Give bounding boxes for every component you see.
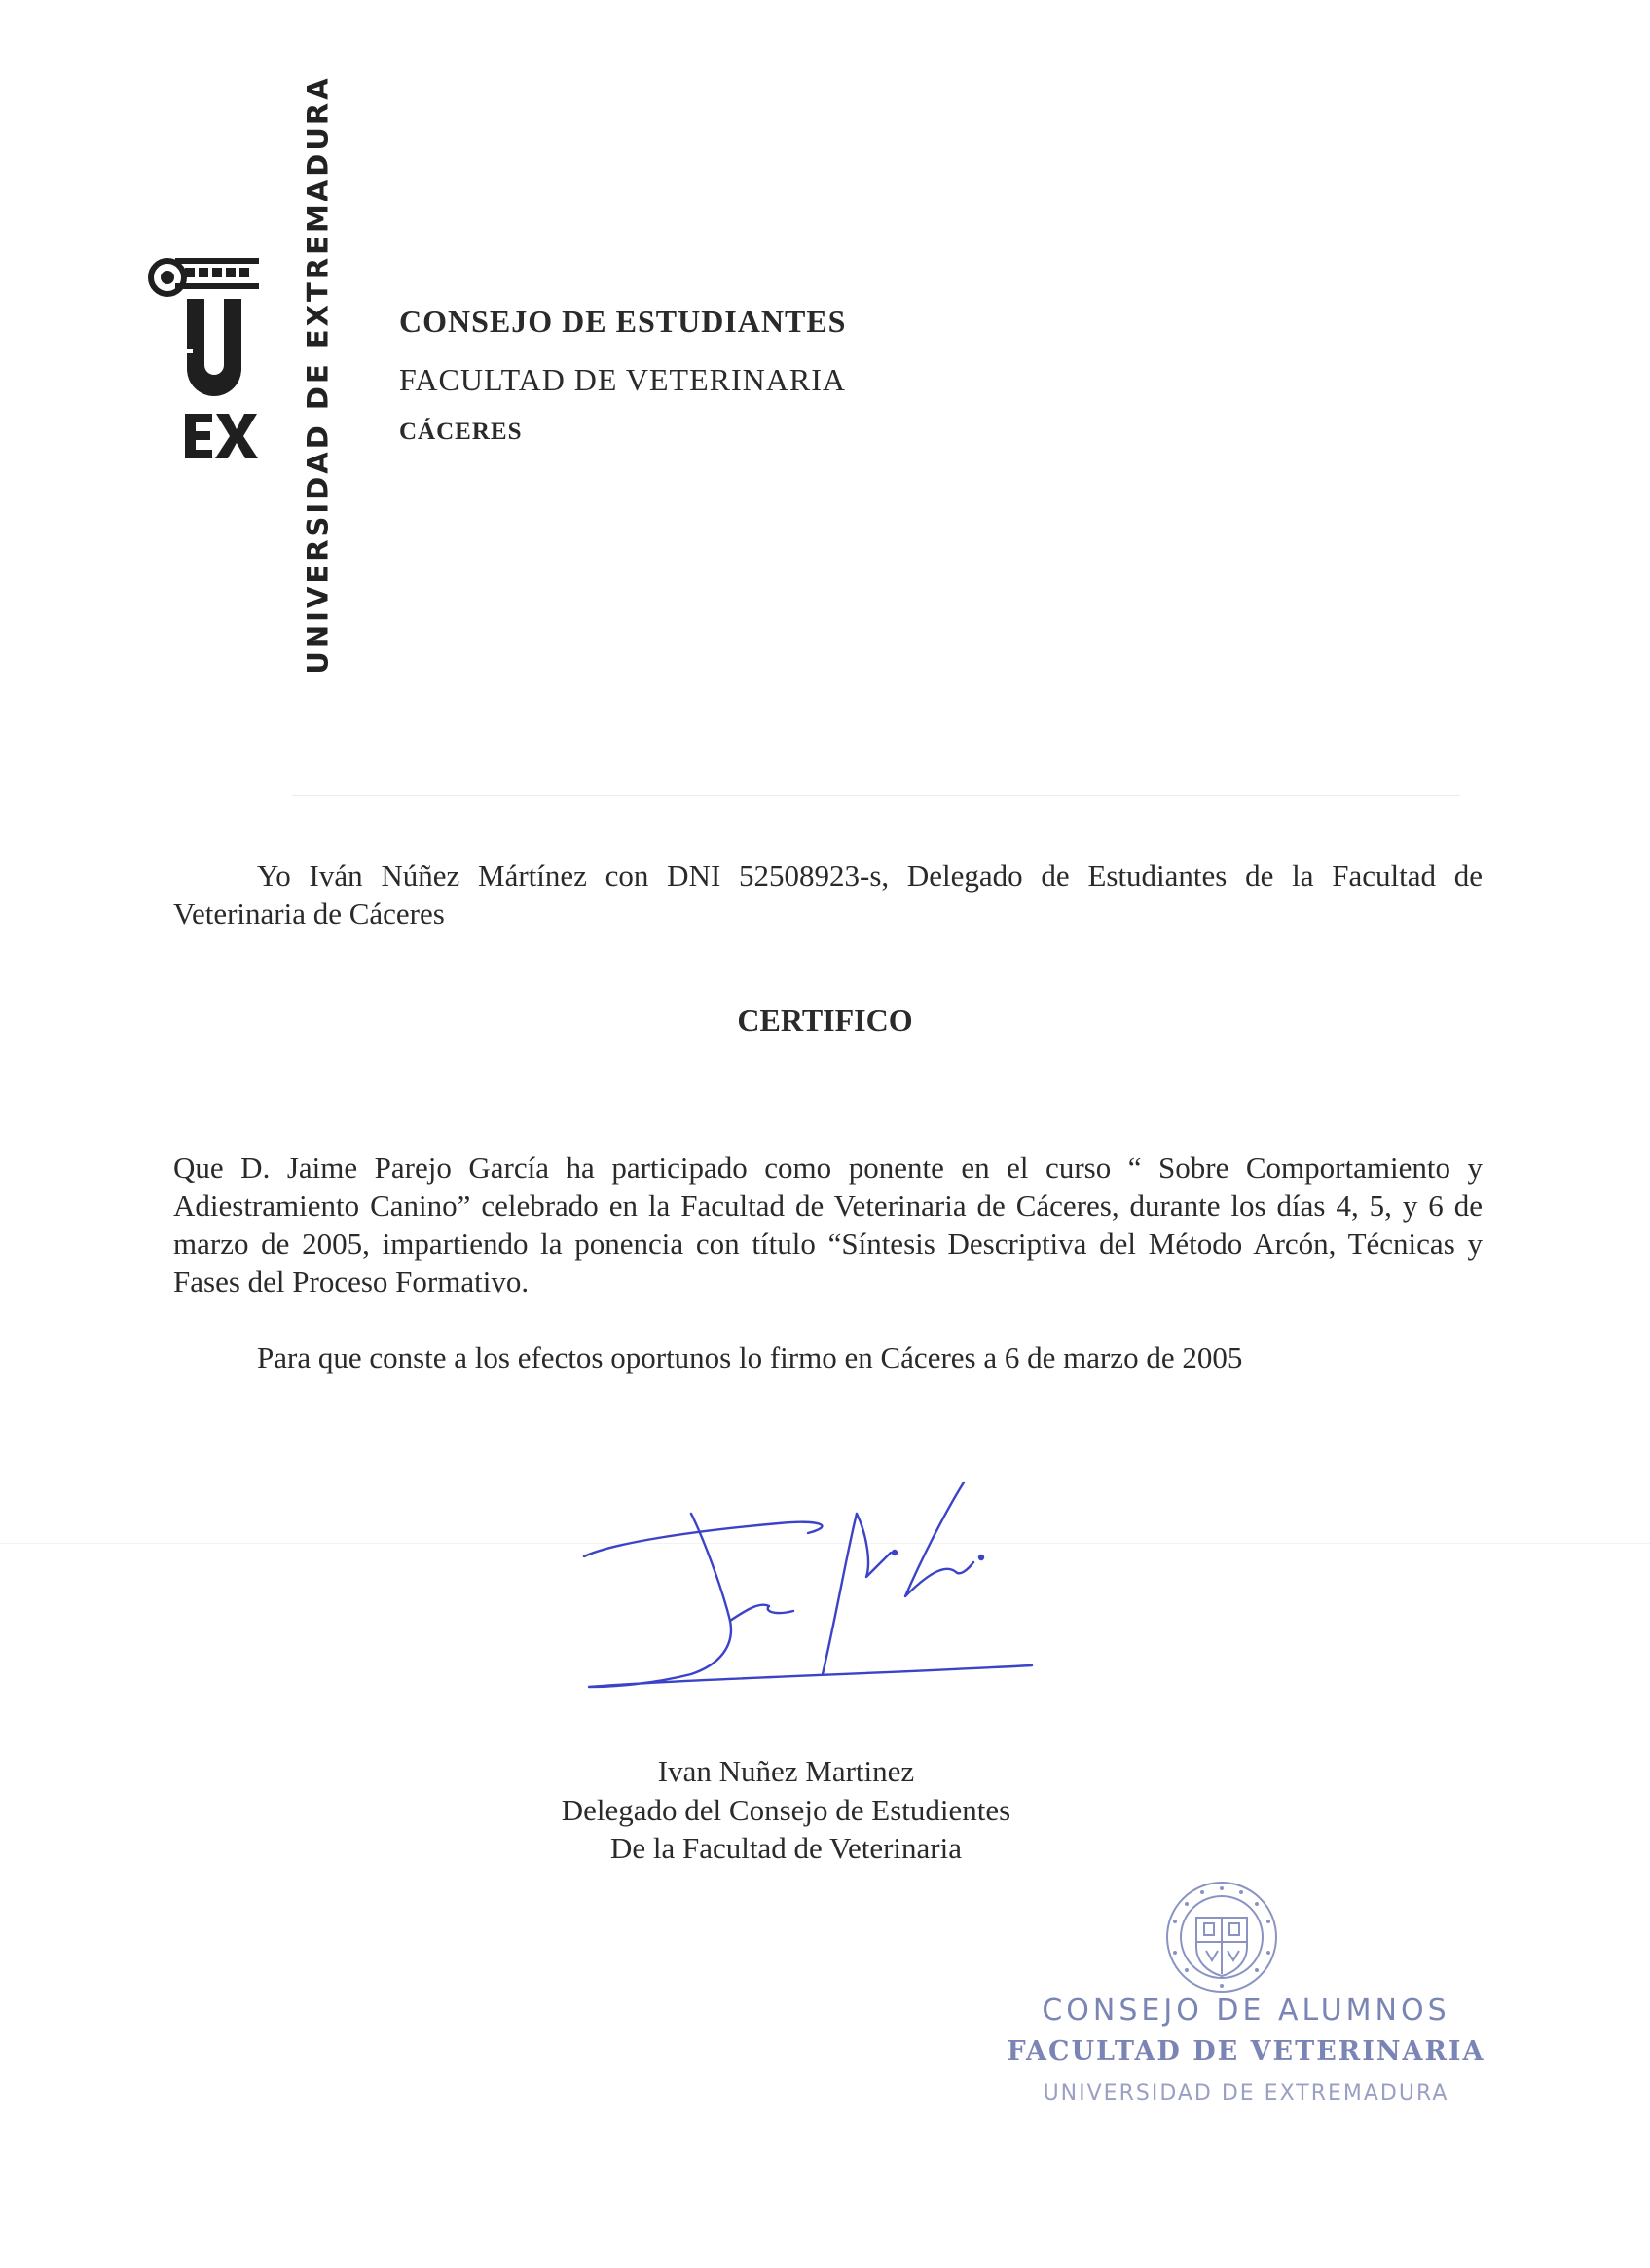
stamp-line-university: UNIVERSIDAD DE EXTREMADURA (1043, 2081, 1449, 2105)
signer-name: Ivan Nuñez Martinez (657, 1754, 915, 1788)
university-name: UNIVERSIDAD DE EXTREMADURA (302, 75, 336, 675)
signature-icon (574, 1475, 1042, 1708)
closing-paragraph: Para que conste a los efectos oportunos lo firmo en Cáceres a 6 de marzo de 2005 (257, 1340, 1243, 1374)
declaration-paragraph: Yo Iván Núñez Mártínez con DNI 52508923-s, Delegado de Estudiantes de la Facultad de Veterinaria de Cáceres (173, 859, 1483, 931)
stamp-line-council: CONSEJO DE ALUMNOS (1042, 1994, 1450, 2028)
certifico-heading: CERTIFICO (737, 1003, 913, 1038)
university-seal-icon (1163, 1879, 1280, 1995)
certification-paragraph: Que D. Jaime Parejo García ha participado como ponente en el curso “ Sobre Comportamiento y Adiestramiento Canino” celebrado en la Facultad de Veterinaria de Cáceres, durante los días 4, 5, y 6 de marzo de 2005, impartiendo la ponencia con título “Síntesis Descriptiva del Método Arcón, Técnicas y Fases del Proceso Formativo. (173, 1151, 1483, 1299)
scan-fold-line (292, 795, 1460, 796)
uex-logo-icon (146, 248, 263, 462)
signer-faculty: De la Facultad de Veterinaria (610, 1831, 962, 1865)
stamp-line-faculty: FACULTAD DE VETERINARIA (1007, 2036, 1485, 2067)
signer-role: Delegado del Consejo de Estudientes (561, 1793, 1011, 1827)
city-title: CÁCERES (399, 419, 523, 445)
university-vertical-title (284, 75, 352, 675)
faculty-title: FACULTAD DE VETERINARIA (399, 362, 846, 397)
council-title: CONSEJO DE ESTUDIANTES (399, 304, 847, 339)
